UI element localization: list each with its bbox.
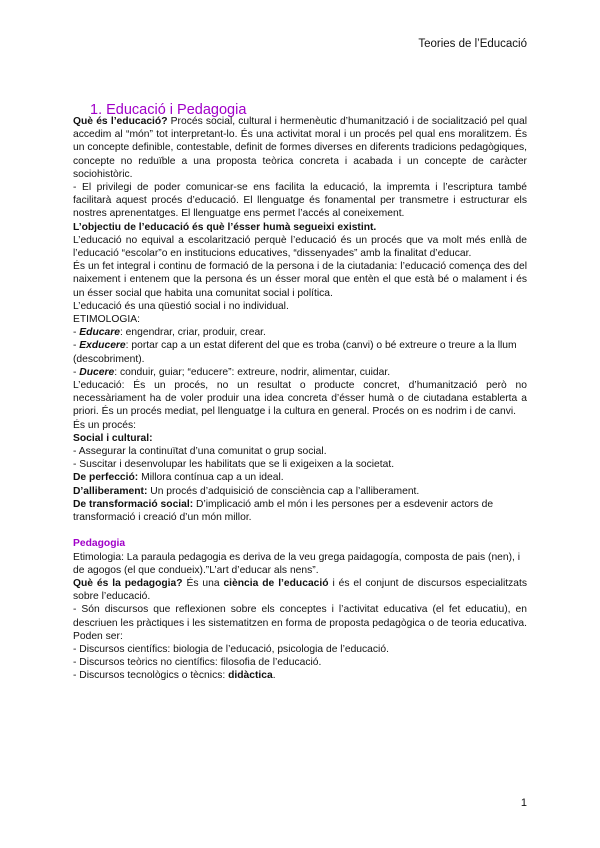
etymology-def: : portar cap a un estat diferent del que es troba (canvi) o bé extreure o treure a la llum (descobriment). [73, 340, 517, 365]
transformation-line [73, 498, 527, 524]
paragraph-integral: És un fet integral i continu de formació de la persona i de la ciutadania: l’educació comença des del naixement i entenem que la persona és un ésser moral que entèn el que està bé o malament i és un ésser social que habita una comunitat social i política. [73, 261, 527, 299]
etymology-def: : conduir, guiar; “educere”: extreure, nodrir, alimentar, cuidar. [114, 366, 391, 378]
liberation-text: Un procés d’adquisició de consciència cap a l’alliberament. [147, 485, 420, 497]
etymology-term: Ducere [79, 366, 115, 378]
etymology-item: - Exducere: portar cap a un estat diferent del que es troba (canvi) o bé extreure o treure a la llum (descobriment). [73, 340, 517, 365]
liberation-line [73, 485, 527, 498]
pedagogy-question-mid: És una [182, 577, 224, 589]
discourse-item-end: . [272, 670, 276, 682]
perfection-line [73, 471, 527, 484]
didactics: didàctica [228, 670, 273, 682]
pedagogy-etymology: Etimologia: La paraula pedagogia es deriva de la veu grega paidagogía, composta de pais (nen), i de agogos (el que condueix).”L’art d’educar als nens”. [73, 551, 521, 576]
document-body [73, 115, 527, 683]
question-pedagogy: Què és la pedagogia? [73, 577, 183, 589]
perfection-text: Millora contínua cap a un ideal. [138, 472, 284, 484]
section-title: 1. Educació i Pedagogia [90, 101, 247, 118]
etymology-term: Educare [79, 327, 120, 339]
etymology-item: - Educare: engendrar, criar, produir, crear. [73, 327, 266, 339]
header-title: Teories de l’Educació [418, 38, 527, 50]
etymology-item: - Ducere: conduir, guiar; “educere”: extreure, nodrir, alimentar, cuidar. [73, 366, 391, 378]
social-item: - Suscitar i desenvolupar les habilitats que se li exigeixen a la societat. [73, 459, 395, 471]
pedagogy-description: - Són discursos que reflexionen sobre els conceptes i l’activitat educativa (el fet educatiu), en descriuen les pràctiques i les sistematitzen en forma de proposta pedagògica o de teoria educativa. Poden ser: [73, 604, 527, 642]
etymology-heading: ETIMOLOGIA: [73, 314, 140, 326]
liberation-label: D’alliberament: [73, 485, 148, 497]
discourse-item: - Discursos teòrics no científics: filosofia de l’educació. [73, 657, 322, 669]
pedagogy-title: Pedagogia [73, 538, 126, 550]
paragraph-objective: L’objectiu de l’educació és què l’ésser humà segueixi existint. [73, 221, 377, 233]
paragraph-schooling: L’educació no equival a escolarització perquè l’educació és un procés que va molt més enllà de l’educació “escolar”o en institucions educatives, “dissenyades” amb la finalitat d’educar. [73, 234, 527, 260]
science-of-education: ciència de l’educació [223, 577, 329, 589]
pedagogy-question-end: i és el conjunt de discursos especialitzats sobre l’educació. [73, 577, 527, 603]
etymology-def: : engendrar, criar, produir, crear. [119, 327, 266, 339]
social-item: - Assegurar la continuïtat d’una comunitat o grup social. [73, 446, 327, 458]
paragraph-communication: - El privilegi de poder comunicar-se ens facilita la educació, la impremta i l’escriptura també facilitarà aquest procés d’educació. El llenguatge és fonamental per transmetre i estructurar els nostres aprenentatges. El llenguatge ens permet l’accés al coneixement. [73, 182, 527, 220]
paragraph-is-process: És un procés: [73, 419, 136, 431]
page-number: 1 [520, 797, 527, 809]
pedagogy-question-line [73, 577, 527, 603]
transformation-text: D’implicació amb el món i les persones per a esdevenir actors de transformació i creació d’un món millor. [73, 498, 494, 524]
social-heading: Social i cultural: [73, 432, 153, 444]
transformation-label: De transformació social: [73, 498, 194, 510]
question-education: Què és l’educació? [73, 116, 168, 127]
etymology-term: Exducere [79, 340, 126, 352]
definition-text: Procés social, cultural i hermenèutic d’humanització i de socialització pel qual accedim al “món” tot interpretant-lo. És una activitat moral i un procés pel qual ens moralitzem. És un concepte definible, contestable, definit de formes diverses en diferents tradicions pedagògiques, concepte no reduïble a una proposta teòrica concreta i acabada i un concepte de caràcter sociohistòric. [73, 116, 527, 180]
paragraph-process: L’educació: És un procés, no un resultat o producte concret, d’humanització però no necessàriament ha de voler produir una idea concreta d’ésser humà o de ciutadana establerta a priori. És un procés mediat, pel llenguatge i la cultura en general. Procés on es nodrim i de canvi. [73, 380, 527, 418]
paragraph-definition [73, 115, 527, 181]
paragraph-social-question: L’educació és una qüestió social i no individual. [73, 300, 289, 312]
perfection-label: De perfecció: [73, 472, 139, 484]
discourse-item-prefix: - Discursos tecnològics o tècnics: [73, 670, 229, 682]
discourse-item: - Discursos científics: biologia de l’educació, psicologia de l’educació. [73, 643, 389, 655]
discourse-item [73, 669, 527, 682]
